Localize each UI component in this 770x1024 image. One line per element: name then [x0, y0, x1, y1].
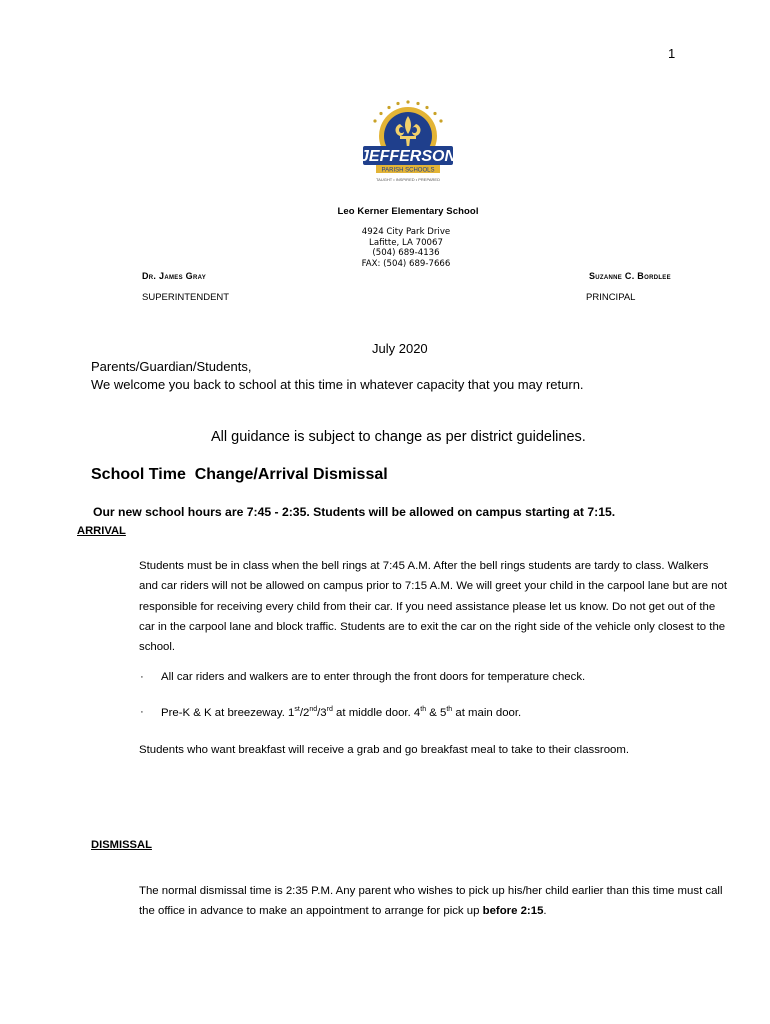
fax: FAX: (504) 689-7666 [361, 258, 451, 269]
principal-name: Suzanne C. Bordlee [589, 271, 671, 281]
greeting: Parents/Guardian/Students, [91, 359, 252, 374]
principal-title: PRINCIPAL [586, 292, 636, 303]
bullet-2-text: Pre-K & K at breezeway. 1st/2nd/3rd at middle door. 4th & 5th at main door. [161, 706, 522, 719]
logo-motto: TAUGHT • INSPIRED • PREPARED [376, 177, 440, 182]
logo-text: JEFFERSON [360, 148, 456, 165]
address-line-1: 4924 City Park Drive [361, 227, 451, 237]
bullet-1-symbol: · [140, 671, 144, 683]
school-address [300, 227, 512, 269]
letter-date: July 2020 [372, 341, 428, 356]
school-name: Leo Kerner Elementary School [337, 206, 479, 217]
page-number: 1 [668, 46, 676, 61]
superintendent-name: Dr. James Gray [142, 271, 206, 281]
bullet-2-symbol: · [140, 706, 144, 718]
superintendent-title: SUPERINTENDENT [142, 292, 230, 303]
dismissal-heading: DISMISSAL [91, 839, 152, 851]
welcome-line: We welcome you back to school at this time in whatever capacity that you may return. [91, 377, 584, 392]
logo-subtext: PARISH SCHOOLS [381, 167, 435, 174]
phone: (504) 689-4136 [372, 248, 440, 258]
section-title: School Time Change/Arrival Dismissal [91, 466, 388, 483]
arrival-paragraph: Students must be in class when the bell rings at 7:45 A.M. After the bell rings students are tardy to class. Walkers and car riders will not be allowed on campus prior to 7:15 A.M. We will greet your child in the carpool lane but are not responsible for receiving every child from their car. If you need assistance please let us know. Do not get out of the car in the carpool lane and block traffic. Students are to exit the car on the right side of the vehicle only closest to the school. [139, 560, 727, 654]
address-line-2: Lafitte, LA 70067 [369, 237, 443, 248]
arrival-heading: ARRIVAL [77, 525, 126, 537]
dismissal-deadline: before 2:15 [482, 905, 544, 918]
guidance-note: All guidance is subject to change as per district guidelines. [211, 429, 586, 445]
jefferson-parish-schools-logo [360, 98, 456, 190]
breakfast-paragraph: Students who want breakfast will receive a grab and go breakfast meal to take to their classroom. [139, 744, 630, 756]
school-hours: Our new school hours are 7:45 - 2:35. Students will be allowed on campus starting at 7:15. [93, 505, 616, 519]
bullet-1-text: All car riders and walkers are to enter through the front doors for temperature check. [161, 671, 586, 683]
dismissal-paragraph: The normal dismissal time is 2:35 P.M. Any parent who wishes to pick up his/her child earlier than this time must call the office in advance to make an appointment to arrange for pick up before 2:15. [139, 885, 723, 918]
